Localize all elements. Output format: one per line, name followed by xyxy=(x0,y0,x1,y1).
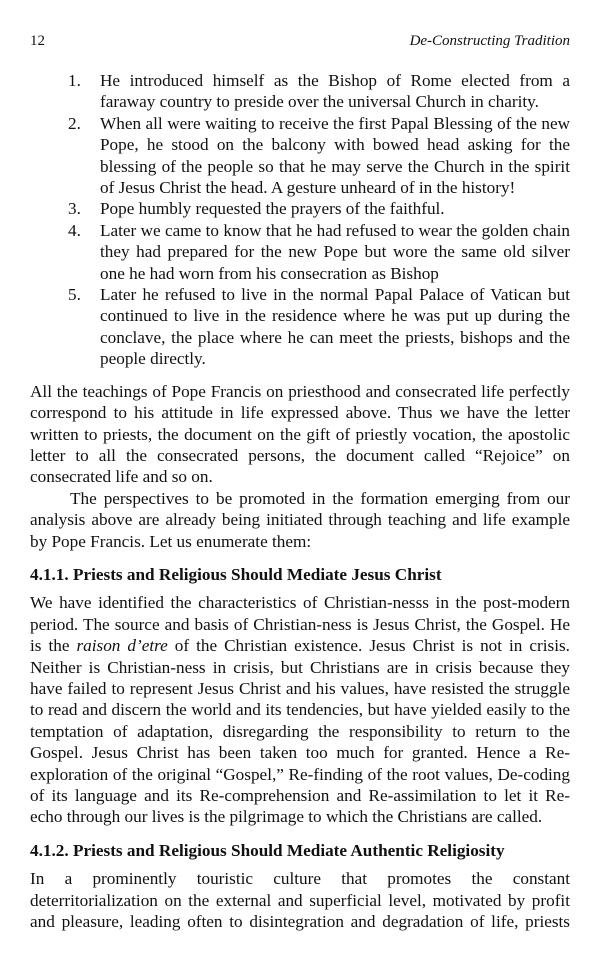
section-text-end: of the Christian existence. Jesus Christ is not in crisis. Neither is Christian-ness in crisis, but Christians are in crisis because they have failed to represent Jesus Christ and his values, have resisted the struggle to read and discern the world and its tendencies, but have yielded easily to the temptation of adaptation, disregarding the responsibility to return to the Gospel. Jesus Christ has been taken too much for granted. Hence a Re-exploration of the original “Gospel,” Re-finding of the root values, De-coding of its language and its Re-comprehension and Re-assimilation to let it Re-echo through our lives is the pilgrimage to which the Christians are called. xyxy=(30,636,570,827)
list-item-text: Later he refused to live in the normal Papal Palace of Vatican but continued to live in the residence where he was put up during the conclave, the place where he can meet the priests, bishops and the people directly. xyxy=(100,285,570,369)
numbered-list xyxy=(30,70,570,370)
list-item-number: 3. xyxy=(68,199,81,219)
list-item-text: When all were waiting to receive the first Papal Blessing of the new Pope, he stood on the balcony with bowed head asking for the blessing of the people so that he may serve the Church in the spirit of Jesus Christ the head. A gesture unheard of in the history! xyxy=(100,113,570,198)
list-item xyxy=(30,284,570,370)
list-item-number: 5. xyxy=(68,285,81,305)
section-heading: 4.1.2. Priests and Religious Should Mediate Authentic Religiosity xyxy=(30,840,505,860)
section-text-start: We have identified the characteristics of Christian-nesss in the post-modern period. The source and basis of Christian-ness is Jesus Christ, the Gospel. He is the xyxy=(30,593,570,656)
list-item-text: He introduced himself as the Bishop of Rome elected from a faraway country to preside over the universal Church in charity. xyxy=(100,71,570,112)
list-item xyxy=(30,198,570,219)
list-item xyxy=(30,113,570,199)
section-paragraph: In a prominently touristic culture that promotes the constant deterritorialization on the external and superficial level, motivated by profit and pleasure, leading often to disintegration and degradation of life, priests xyxy=(30,869,570,932)
list-item-text: Later we came to know that he had refused to wear the golden chain they had prepared for the new Pope but wore the same old silver one he had worn from his consecration as Bishop xyxy=(100,220,570,283)
page-header xyxy=(30,30,570,52)
list-item-number: 1. xyxy=(68,71,81,90)
body-paragraph: All the teachings of Pope Francis on priesthood and consecrated life perfectly correspond to his attitude in life expressed above. Thus we have the letter written to priests, the document on the gift of priestly vocation, the apostolic letter to all the consecrated persons, the document called “Rejoice” on consecrated life and so on. xyxy=(30,381,570,487)
running-title: De-Constructing Tradition xyxy=(409,33,570,49)
list-item-number: 2. xyxy=(68,113,81,133)
body-paragraph-indented: The perspectives to be promoted in the formation emerging from our analysis above are already being initiated through teaching and life example by Pope Francis. Let us enumerate them: xyxy=(30,488,570,551)
page-content xyxy=(30,70,570,932)
list-item-number: 4. xyxy=(68,220,81,240)
list-item-text: Pope humbly requested the prayers of the faithful. xyxy=(100,199,445,219)
italic-phrase: raison d’etre xyxy=(76,636,168,656)
list-item xyxy=(30,70,570,113)
list-item xyxy=(30,220,570,284)
section-paragraph xyxy=(30,592,570,827)
page-number: 12 xyxy=(30,33,45,49)
section-heading: 4.1.1. Priests and Religious Should Mediate Jesus Christ xyxy=(30,564,442,584)
